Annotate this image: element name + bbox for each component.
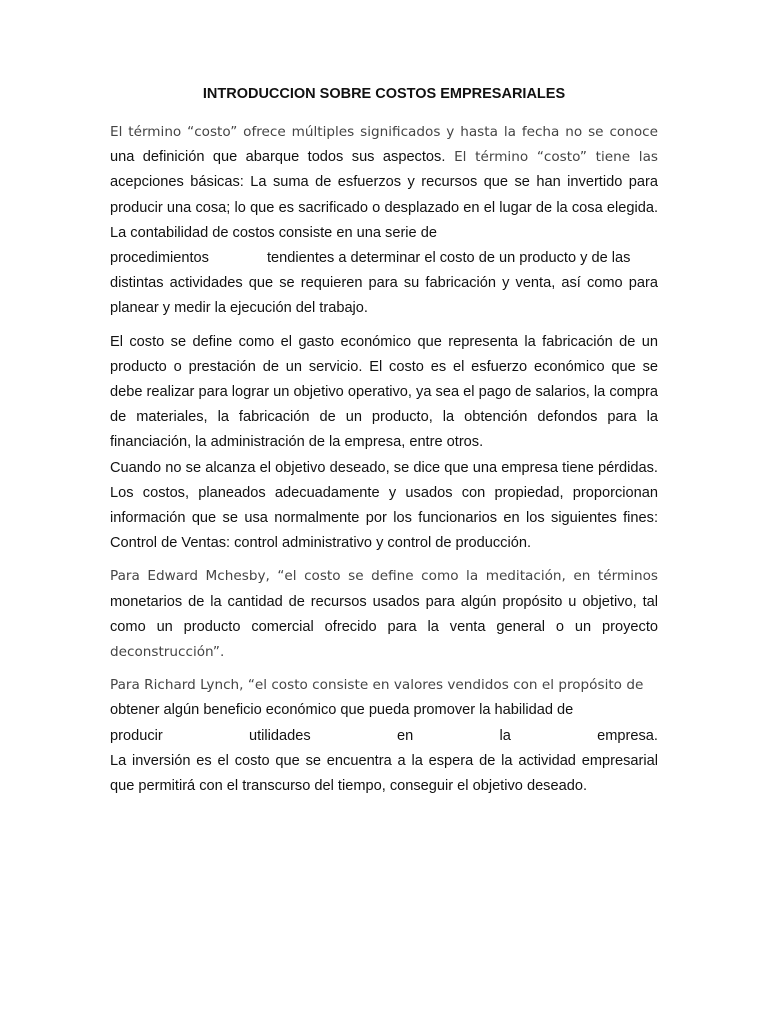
paragraph-4 — [110, 564, 658, 665]
paragraph-5-gray-a: Para Richard Lynch, “el costo consiste en valores vendidos con el propósito de — [110, 677, 644, 694]
paragraph-1-gray-c: El término “costo” tiene las — [445, 149, 658, 166]
paragraph-6: La inversión es el costo que se encuentra a la espera de la actividad empresarial que permitirá con el transcurso del tiempo, conseguir el objetivo deseado. — [110, 752, 658, 795]
paragraph-1-d: acepciones básicas: La suma de esfuerzos y recursos que se han invertido para producir una cosa; lo que es sacrificado o desplazado en el lugar de la cosa elegida. La contabilidad de costos consiste en una serie de — [110, 174, 658, 241]
paragraph-5-word-5: empresa. — [597, 727, 658, 744]
document-title: INTRODUCCION SOBRE COSTOS EMPRESARIALES — [202, 86, 566, 102]
paragraph-1-tail: distintas actividades que se requieren para su fabricación y venta, así como para planear y medir la ejecución del trabajo. — [110, 275, 658, 317]
paragraph-4-gray-c: deconstrucción”. — [110, 644, 225, 661]
paragraph-5 — [110, 673, 658, 749]
paragraph-5-word-4: la — [499, 727, 511, 744]
document-page — [110, 82, 658, 807]
paragraph-4-gray-a: Para Edward Mchesby, “el costo se define como la meditación, en términos — [110, 568, 658, 585]
paragraph-5-b: obtener algún beneficio económico que pueda promover la habilidad de — [110, 702, 574, 719]
paragraph-4-b: monetarios de la cantidad de recursos usados para algún propósito u objetivo, tal como un producto comercial ofrecido para la venta general o un proyecto — [110, 593, 658, 635]
paragraph-5-word-1: producir — [110, 727, 163, 744]
paragraph-1-b: una definición que abarque todos sus aspectos. — [110, 149, 446, 166]
paragraph-1-procedimientos-line — [110, 246, 658, 271]
paragraph-5-word-3: en — [396, 727, 414, 744]
paragraph-1-gray-a: El término “costo” ofrece múltiples significados y hasta la fecha no se conoce — [110, 124, 658, 140]
paragraph-2: El costo se define como el gasto económico que representa la fabricación de un producto o prestación de un servicio. El costo es el esfuerzo económico que se debe realizar para lograr un objetivo operativo, ya sea el pago de salarios, la compra de materiales, la fabricación de un producto, la obtención defondos para la financiación, la administración de la empresa, entre otros. — [110, 333, 658, 451]
paragraph-5-spread-line — [110, 724, 658, 749]
paragraph-1-proc-word: procedimientos — [110, 250, 209, 267]
paragraph-3: Cuando no se alcanza el objetivo deseado, se dice que una empresa tiene pérdidas. Los costos, planeados adecuadamente y usados con propiedad, proporcionan información que se usa normalmente por los funcionarios en los siguientes fines: Control de Ventas: control administrativo y control de producción. — [110, 459, 658, 552]
paragraph-1 — [110, 120, 658, 246]
paragraph-5-word-2: utilidades — [249, 727, 311, 744]
paragraph-1-e: tendientes a determinar el costo de un producto y de las — [266, 250, 631, 267]
